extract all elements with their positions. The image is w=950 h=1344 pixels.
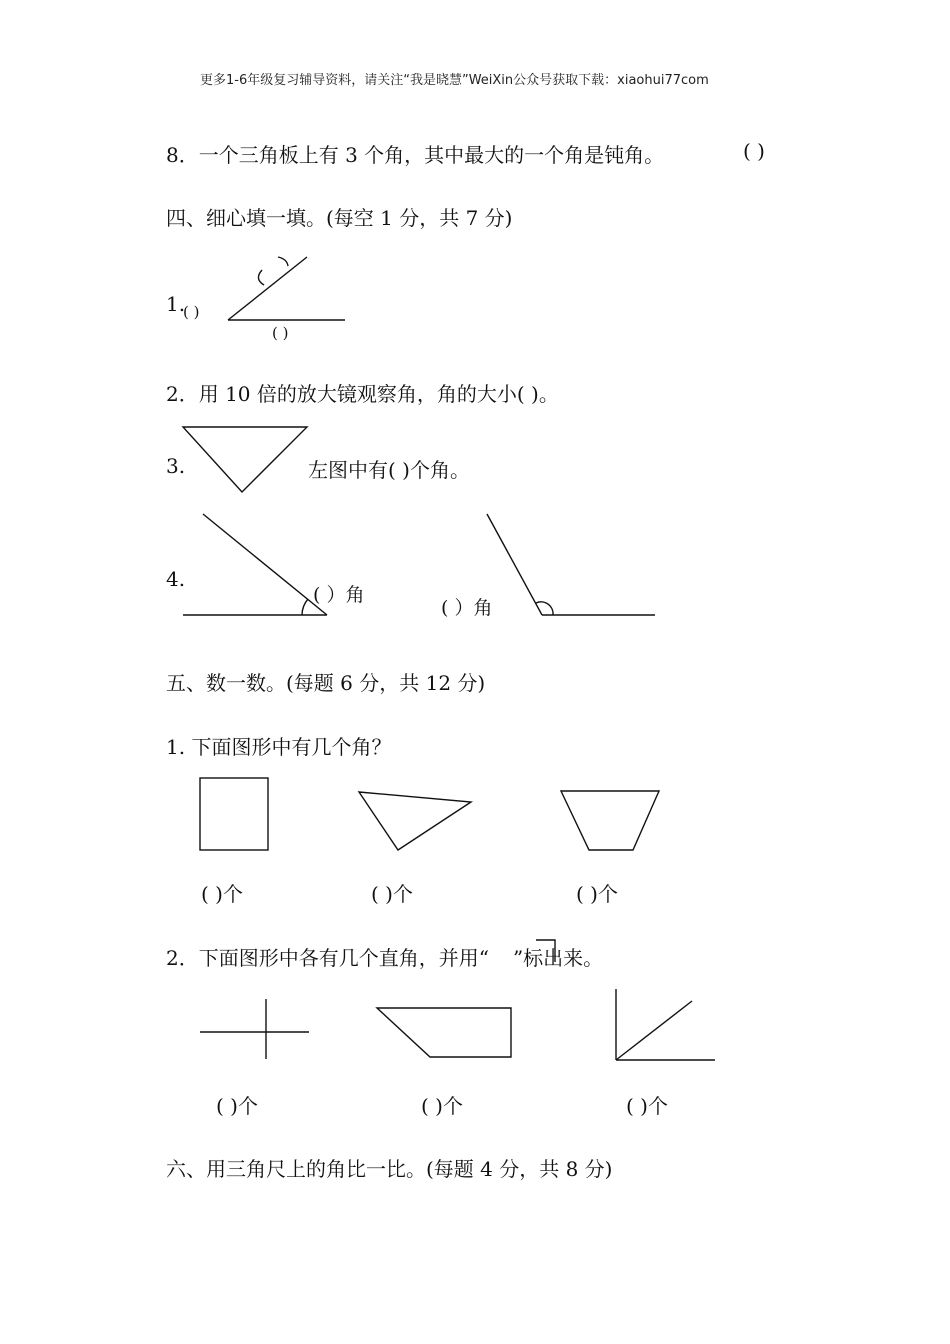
cross-figure (200, 999, 309, 1059)
item-4-1-blank-bottom[interactable]: ( ) (272, 324, 289, 342)
diagonal-ray (616, 1001, 692, 1060)
angle-a-slanted-arm (203, 514, 327, 615)
item-4-4-number: 4. (166, 567, 186, 591)
item-4-4-label-b[interactable]: ( ）角 (441, 597, 493, 619)
item-5-2-text-after: ”标出来。 (512, 946, 604, 970)
item-5-1-answer-2[interactable]: ( )个 (371, 882, 413, 906)
item-5-1-text: 1. 下面图形中有几个角？ (166, 735, 392, 759)
item-4-4-label-a[interactable]: ( ）角 (313, 584, 365, 606)
item-4-3-text: 左图中有( )个角。 (308, 458, 470, 482)
question-8-answer-blank[interactable]: ( ) (743, 139, 765, 163)
item-5-2-text-before: 2．下面图形中各有几个直角，并用“ (166, 946, 489, 970)
question-8-text: 8．一个三角板上有 3 个角，其中最大的一个角是钝角。 (166, 143, 665, 167)
right-trapezoid-figure (377, 1008, 511, 1057)
section-5-title: 五、数一数。(每题 6 分，共 12 分) (166, 671, 486, 695)
angle-a-arc-mark (302, 599, 308, 615)
angle-arm-slanted (228, 257, 307, 320)
square-figure (200, 778, 268, 850)
inverted-triangle-figure (183, 427, 307, 492)
item-5-2-answer-2[interactable]: ( )个 (421, 1094, 463, 1118)
trapezoid-figure (561, 791, 659, 850)
item-5-1-answer-3[interactable]: ( )个 (576, 882, 618, 906)
right-angle-mark-symbol (536, 940, 555, 962)
item-5-2-answer-3[interactable]: ( )个 (626, 1094, 668, 1118)
angle-b-slanted-arm (487, 514, 542, 615)
item-4-2-text: 2．用 10 倍的放大镜观察角，角的大小( )。 (166, 382, 559, 406)
angle-figure-4-4-a (183, 514, 327, 615)
item-4-3-number: 3. (166, 454, 186, 478)
triangle-figure (359, 792, 471, 850)
angle-arc-mark-left (258, 270, 264, 285)
section-6-title: 六、用三角尺上的角比一比。(每题 4 分，共 8 分) (166, 1157, 613, 1181)
page-header: 更多1-6年级复习辅导资料，请关注“我是晓慧”WeiXin公众号获取下载：xiaohui77com (200, 73, 709, 88)
item-4-1-number: 1. (166, 292, 186, 316)
item-4-1-blank-left[interactable]: ( ) (183, 303, 200, 321)
item-5-1-answer-1[interactable]: ( )个 (201, 882, 243, 906)
angle-figure-4-1 (228, 257, 345, 320)
item-5-2-answer-1[interactable]: ( )个 (216, 1094, 258, 1118)
right-angle-with-ray-figure (616, 989, 715, 1060)
angle-arc-mark-right (278, 257, 288, 266)
section-4-title: 四、细心填一填。(每空 1 分，共 7 分) (166, 206, 513, 230)
angle-figure-4-4-b (487, 514, 655, 615)
